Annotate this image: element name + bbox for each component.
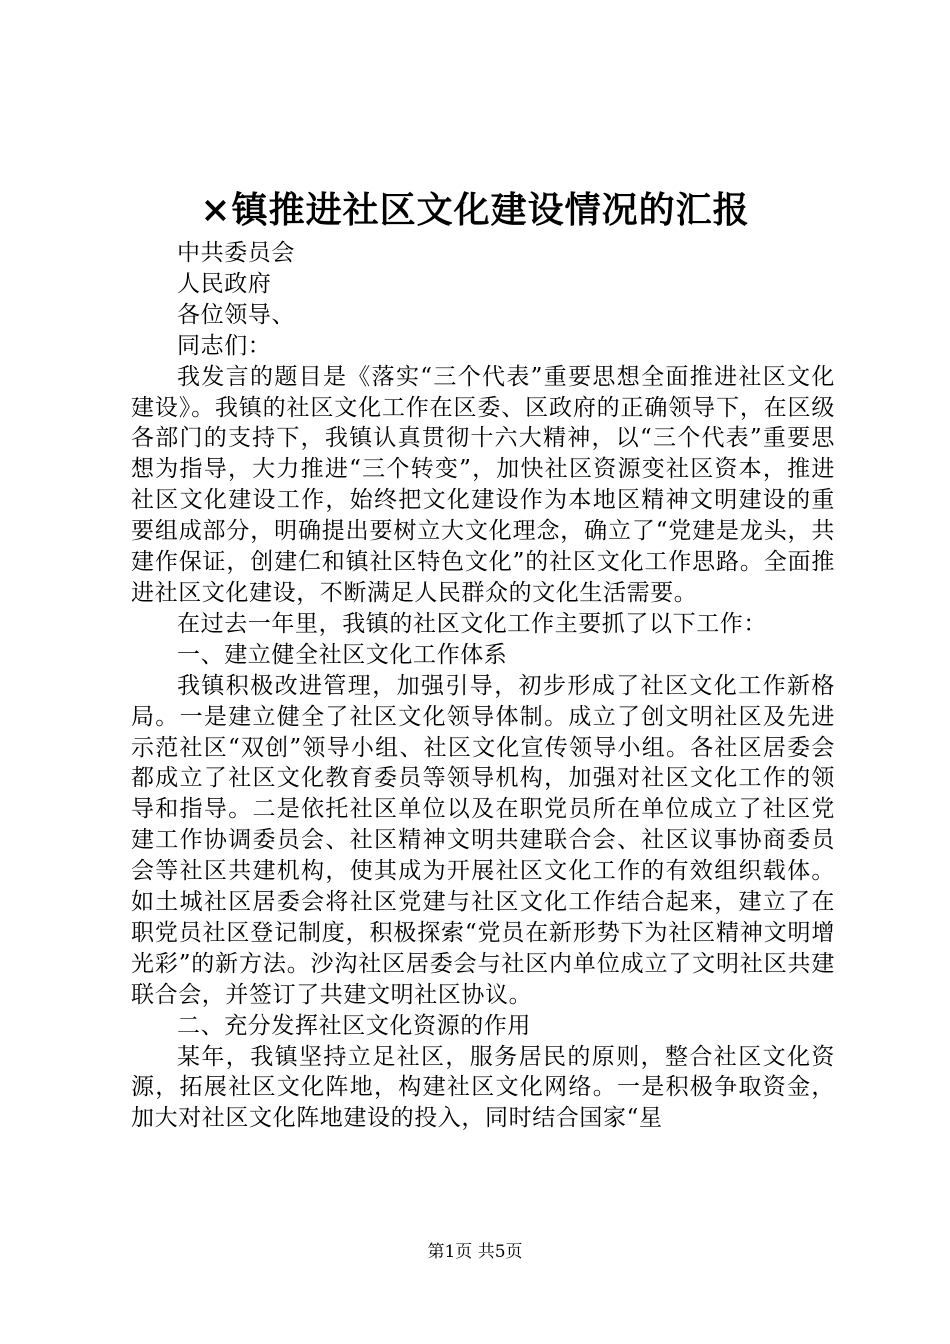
salutation-line: 同志们： <box>177 332 272 359</box>
page-number-footer: 第1页 共5页 <box>427 1242 523 1262</box>
body-paragraph: 我发言的题目是《落实“三个代表”重要思想全面推进社区文化建设》。我镇的社区文化工作在区委、区政府的正确领导下，在区级各部门的支持下，我镇认真贯彻十六大精神，以“三个代表”重要思想为指导，大力推进“三个转变”，加快社区资源变社区资本，推进社区文化建设工作，始终把文化建设作为本地区精神文明建设的重要组成部分，明确提出要树立大文化理念，确立了“党建是龙头，共建作保证，创建仁和镇社区特色文化”的社区文化工作思路。全面推进社区文化建设，不断满足人民群众的文化生活需要。 <box>131 363 835 606</box>
document-body <box>131 238 835 1134</box>
addressee-line: 人民政府 <box>177 270 272 297</box>
document-title: ×镇推进社区文化建设情况的汇报 <box>200 189 750 231</box>
section-heading: 一、建立健全社区文化工作体系 <box>177 641 508 668</box>
body-paragraph: 某年，我镇坚持立足社区，服务居民的原则，整合社区文化资源，拓展社区文化阵地，构建社区文化网络。一是积极争取资金，加大对社区文化阵地建设的投入，同时结合国家“星 <box>131 1043 835 1132</box>
salutation-line: 各位领导、 <box>177 301 295 328</box>
body-paragraph: 我镇积极改进管理，加强引导，初步形成了社区文化工作新格局。一是建立健全了社区文化领导体制。成立了创文明社区及先进示范社区“双创”领导小组、社区文化宣传领导小组。各社区居委会都成立了社区文化教育委员等领导机构，加强对社区文化工作的领导和指导。二是依托社区单位以及在职党员所在单位成立了社区党建工作协调委员会、社区精神文明共建联合会、社区议事协商委员会等社区共建机构，使其成为开展社区文化工作的有效组织载体。如土城社区居委会将社区党建与社区文化工作结合起来，建立了在职党员社区登记制度，积极探索“党员在新形势下为社区精神文明增光彩”的新方法。沙沟社区居委会与社区内单位成立了文明社区共建联合会，并签订了共建文明社区协议。 <box>131 672 835 1008</box>
addressee-line: 中共委员会 <box>177 240 295 266</box>
section-heading: 二、充分发挥社区文化资源的作用 <box>177 1012 531 1039</box>
body-paragraph: 在过去一年里，我镇的社区文化工作主要抓了以下工作： <box>177 610 767 637</box>
